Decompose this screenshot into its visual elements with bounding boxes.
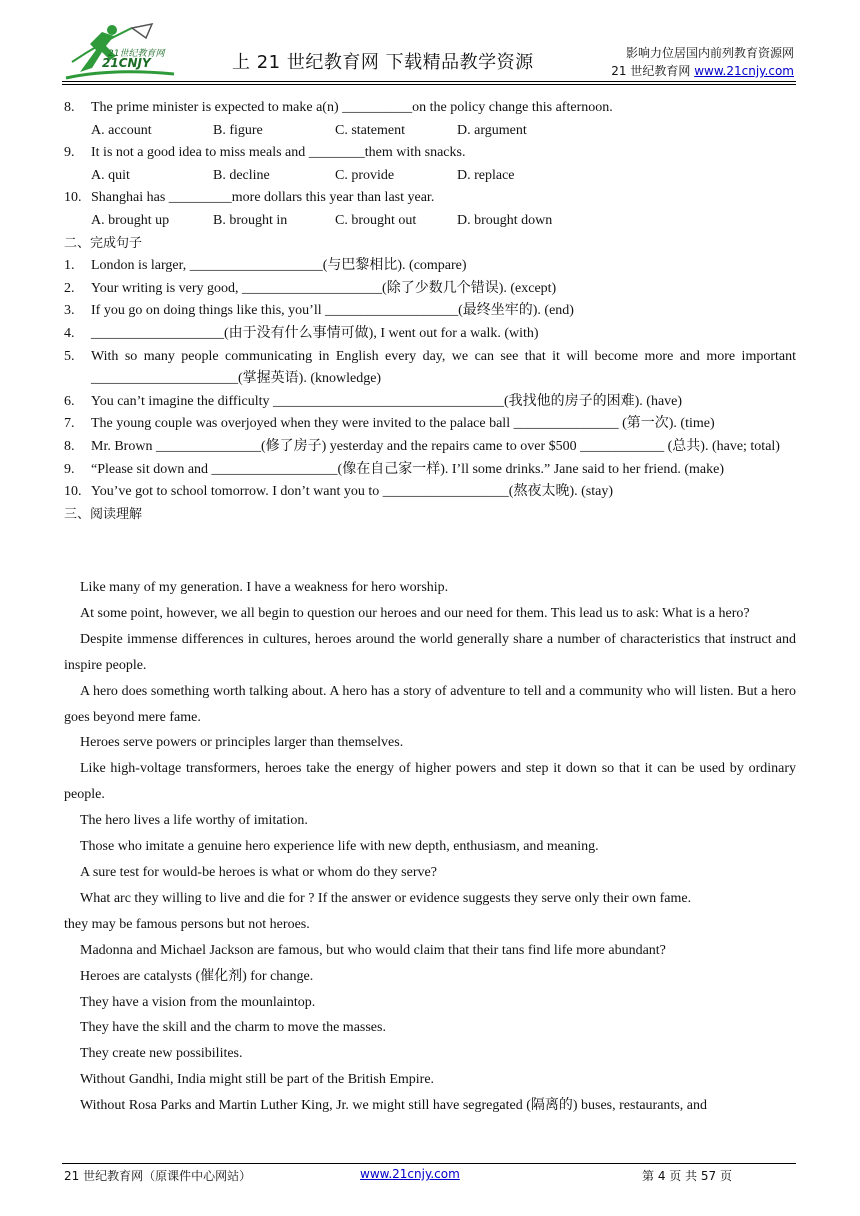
option-c: C. provide <box>335 167 395 183</box>
question-options <box>64 120 796 143</box>
exercise-content <box>64 97 796 526</box>
page-header <box>62 18 796 80</box>
sentence-number: 4. <box>64 325 75 341</box>
sentence-text: If you go on doing things like this, you’ll ___________________(最终坐牢的). (end) <box>91 303 574 319</box>
reading-paragraph: A sure test for would-be heroes is what or whom do they serve? <box>80 864 437 880</box>
sentence-number: 9. <box>64 461 75 477</box>
reading-paragraph: Without Rosa Parks and Martin Luther King, Jr. we might still have segregated (隔离的) buses, restaurants, and <box>80 1098 707 1114</box>
reading-paragraph: Those who imitate a genuine hero experience life with new depth, enthusiasm, and meaning. <box>80 839 599 855</box>
reading-passage <box>64 575 796 1119</box>
question-stem: It is not a good idea to miss meals and ________them with snacks. <box>91 145 466 161</box>
header-divider-2 <box>62 84 796 85</box>
reading-paragraph: What arc they willing to live and die for ? If the answer or evidence suggests they serve only their own fame. <box>80 890 692 906</box>
sentence-item <box>64 459 796 482</box>
option-a: A. brought up <box>91 212 170 228</box>
question-number: 9. <box>64 145 75 161</box>
sentence-completion-list <box>64 255 796 504</box>
sentence-text: “Please sit down and __________________(像在自己家一样). I’ll some drinks.” Jane said to her friend. (make) <box>91 461 724 477</box>
sentence-item <box>64 391 796 414</box>
sentence-number: 2. <box>64 280 75 296</box>
sentence-text: You can’t imagine the difficulty _________________________________(我找他的房子的困难). (have) <box>91 393 683 409</box>
reading-paragraph: They have the skill and the charm to move the masses. <box>80 1020 386 1036</box>
footer-page-number: 第 4 页 共 57 页 <box>642 1169 732 1183</box>
site-logo[interactable] <box>62 22 180 80</box>
header-site-link[interactable]: www.21cnjy.com <box>694 64 794 78</box>
sentence-text: You’ve got to school tomorrow. I don’t want you to __________________(熬夜太晚). (stay) <box>91 484 613 500</box>
sentence-item <box>64 436 796 459</box>
sentence-item <box>64 323 796 346</box>
option-b: B. figure <box>213 122 263 138</box>
question-item <box>64 187 796 210</box>
option-d: D. brought down <box>457 212 553 228</box>
question-number: 8. <box>64 100 75 115</box>
question-item <box>64 142 796 165</box>
footer-link[interactable]: www.21cnjy.com <box>360 1167 460 1181</box>
section-2-title: 二、完成句子 <box>64 235 143 251</box>
sentence-text: The young couple was overjoyed when they were invited to the palace ball _______________ (第一次). (time) <box>91 416 715 432</box>
header-site-line <box>611 62 794 80</box>
header-site-name: 21 世纪教育网 <box>611 64 695 78</box>
reading-paragraph: Heroes are catalysts (催化剂) for change. <box>80 968 314 984</box>
sentence-number: 8. <box>64 438 75 454</box>
reading-paragraph: At some point, however, we all begin to question our heroes and our need for them. This lead us to ask: What is a hero? <box>80 605 750 621</box>
reading-paragraph: They create new possibilites. <box>80 1046 243 1062</box>
option-c: C. statement <box>335 122 405 138</box>
reading-paragraph: they may be famous persons but not heroes. <box>64 916 310 932</box>
question-stem: The prime minister is expected to make a(n) __________on the policy change this afternoon. <box>91 100 613 115</box>
header-right <box>611 44 794 80</box>
reading-paragraph: Heroes serve powers or principles larger than themselves. <box>80 735 404 751</box>
sentence-item <box>64 413 796 436</box>
sentence-number: 6. <box>64 393 75 409</box>
sentence-text: Mr. Brown _______________(修了房子) yesterday and the repairs came to over $500 ____________ (总共). (have; total) <box>91 438 780 454</box>
option-a: A. account <box>91 122 152 138</box>
option-d: D. argument <box>457 122 527 138</box>
header-divider <box>62 81 796 82</box>
sentence-number: 10. <box>64 484 82 500</box>
section-3-title: 三、阅读理解 <box>64 506 143 522</box>
sentence-text: With so many people communicating in English every day, we can see that it will become more and more important _____________________(掌握英语). (knowledge) <box>91 348 796 387</box>
reading-paragraph: Madonna and Michael Jackson are famous, but who would claim that their tans find life more abundant? <box>80 942 666 958</box>
question-options <box>64 210 796 233</box>
option-c: C. brought out <box>335 212 417 228</box>
header-tagline: 影响力位居国内前列教育资源网 <box>625 46 794 60</box>
reading-paragraph: Like high-voltage transformers, heroes take the energy of higher powers and step it down so that it can be used by ordinary people. <box>64 761 796 803</box>
sentence-text: London is larger, ___________________(与巴黎相比). (compare) <box>91 258 467 274</box>
question-stem: Shanghai has _________more dollars this year than last year. <box>91 190 435 206</box>
question-item <box>64 97 796 120</box>
sentence-item <box>64 346 796 391</box>
option-a: A. quit <box>91 167 130 183</box>
question-options <box>64 165 796 188</box>
logo-text: 21世纪教育网 <box>108 49 165 59</box>
footer-source: 21 世纪教育网（原课件中心网站） <box>64 1169 252 1183</box>
reading-paragraph: The hero lives a life worthy of imitation. <box>80 813 308 829</box>
sentence-item <box>64 481 796 504</box>
sentence-item <box>64 255 796 278</box>
logo-subtext: 21CNJY <box>102 56 151 70</box>
reading-paragraph: A hero does something worth talking about. A hero has a story of adventure to tell and a community who will listen. But a hero goes beyond mere fame. <box>64 683 796 725</box>
reading-paragraph: They have a vision from the mounlaintop. <box>80 994 316 1010</box>
reading-paragraph: Without Gandhi, India might still be part of the British Empire. <box>80 1072 435 1088</box>
question-number: 10. <box>64 190 82 206</box>
sentence-text: ___________________(由于没有什么事情可做), I went out for a walk. (with) <box>91 325 539 341</box>
option-b: B. brought in <box>213 212 288 228</box>
multiple-choice-list <box>64 97 796 233</box>
reading-paragraph: Like many of my generation. I have a weakness for hero worship. <box>80 580 449 595</box>
header-title: 上 21 世纪教育网 下载精品教学资源 <box>232 52 534 73</box>
sentence-item <box>64 300 796 323</box>
sentence-text: Your writing is very good, ____________________(除了少数几个错误). (except) <box>91 280 557 296</box>
footer-divider <box>62 1163 796 1164</box>
sentence-item <box>64 278 796 301</box>
option-b: B. decline <box>213 167 270 183</box>
sentence-number: 1. <box>64 258 75 274</box>
reading-paragraph: Despite immense differences in cultures, heroes around the world generally share a number of characteristics that instruct and inspire people. <box>64 631 796 673</box>
option-d: D. replace <box>457 167 515 183</box>
sentence-number: 5. <box>64 348 75 364</box>
sentence-number: 7. <box>64 416 75 432</box>
sentence-number: 3. <box>64 303 75 319</box>
